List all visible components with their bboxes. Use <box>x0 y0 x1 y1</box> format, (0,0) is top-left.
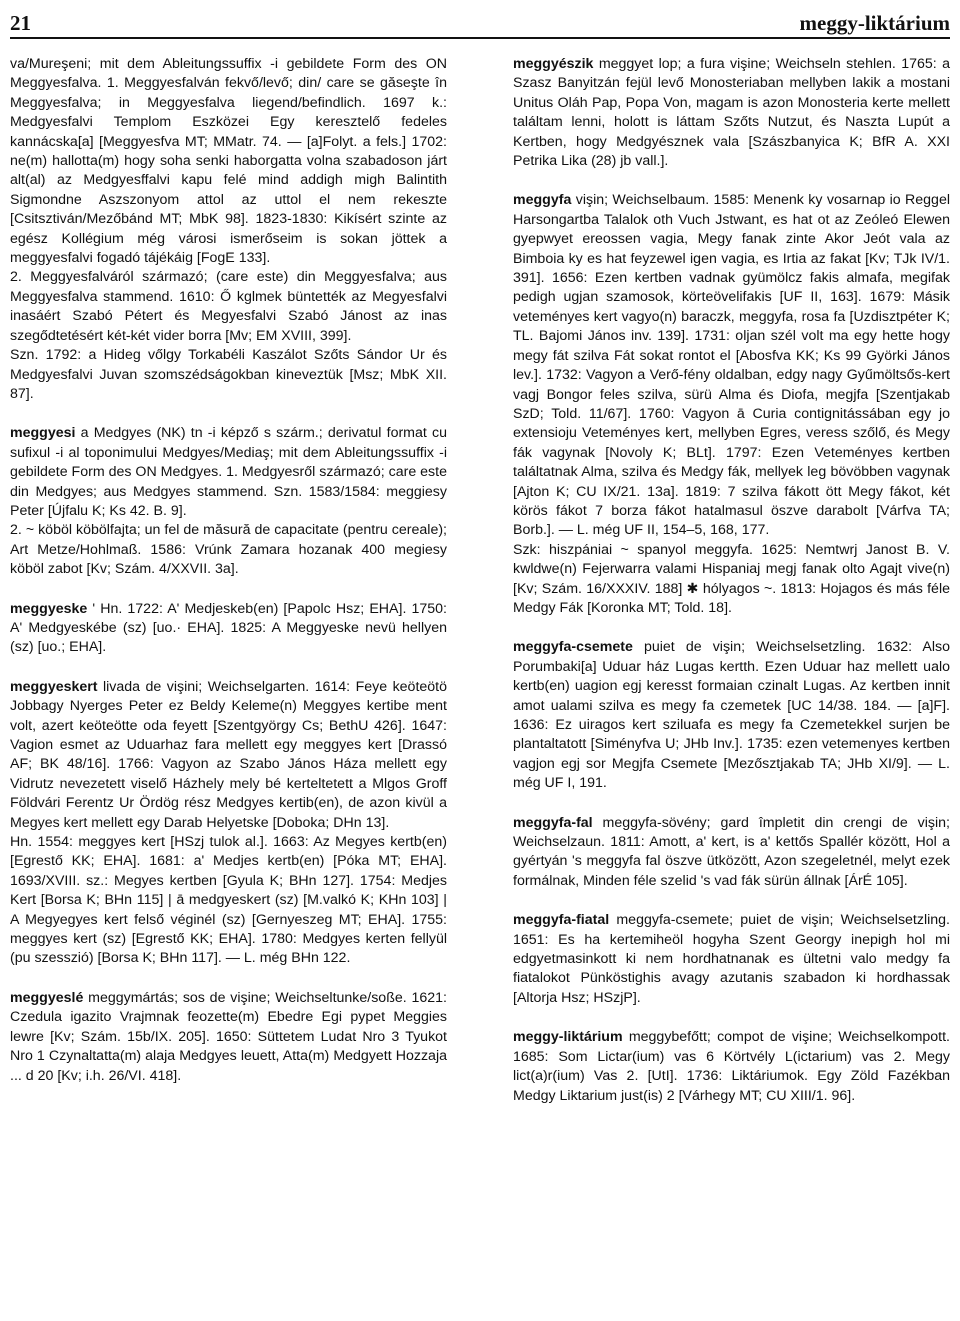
left-column <box>10 55 447 1311</box>
entry-text: 2. Meggyesfalváról származó; (care este) din Meggyesfalva; aus Meggyesfalva stammend. 1610: Ő kglmek büntették az Megyesfalvi inasáért Szabó Pétert és Megyesfalvi Szabó Jánost az inas szegődtetésért két-két vider borra [Mv; EM XVIII, 399]. <box>10 269 447 344</box>
dictionary-paragraph <box>10 424 447 521</box>
entry-text: meggyfa-sövény; gard împletit din crengi de vişin; Weichselzaun. 1811: Amott, a' kert, is a' kettős Spallér között, Hol a gyértyán 's meggyfa fal öszve ütközött, Azon szegeletnél, melyt ezek formálnak, Minden féle szelid 's vad fák sürün állnak [ÁrÉ 105]. <box>513 814 950 889</box>
entry-text: vişin; Weichselbaum. 1585: Menenk ky vosarnap io Reggel Harsongartba Talalok oth Vuch Jstwant, es hat ot az Zeóleó Elewen gyepwyet ereossen vagia, Megy fanak zinte Akor Jeót vala az Bimboia ky es hat feyzewel igen vagia, es Irtia az fakat [Kv; TJk IV/1. 391]. 1656: Ezen kertben vadnak gyümölcz fakis almafa, megifak pedigh ugjan szamosok, körteövelifakis [UF II, 163]. 1679: Másik veteményes kert vagyo(n) baraczk, meggyfa, rosa fa [Uzdisztpéter K; TL. Bajomi János inv. 139]. 1731: oljan szél volt ma egy hette hogy megy fát szilva Fát sokat rontot el [Abosfva KK; Ks 99 Györki János lev.]. 1732: Vagyon a Verő-fény oldalban, edgy nagy Gyűmöltsős-kert vagj Bongor feles szilva, sürü Alma és Diofa, megjfa [Szentjakab SzD; Told. 11/67]. 1760: Vagyon ā Curia contignitássában egy jo extensioju Veteményes kert, mellyben Egres, veress szőlő, és Megy fák vagynak [Novoly K; BLt]. 1797: Ezen Veteményes kertben találtatnak Alma, szilva és Medgy fák, mellyek leg bövöbben vagynak [Ajton K; CU IX/21. 13a]. 1819: 7 szilva fákott ött Megy fákot, két körös fákot 7 borza fákot hatalmasul öszve darabolt [Várfva TA; Borb.]. — L. még UF II, 154–5, 168, 177. <box>513 192 950 539</box>
dictionary-paragraph <box>10 600 447 658</box>
dictionary-paragraph <box>10 268 447 346</box>
entry-text: meggyet lop; a fura vişine; Weichseln stehlen. 1765: a Szasz Banyitzán fejül levő Monosteriaban mellyben lakik a mostani Unitus Oláh Pap, Popa Von, magam is azon Monosteria kerte mellett találtam lenni, holott is láttam Szőts Nutzut, és Naszta Lupút a Kertben, hogy Medgyésznek vala [Szászbanyica K; BfR A. XXI Petrika Lika (28) jb vall.]. <box>513 56 950 170</box>
headword: meggyeslé <box>10 989 84 1006</box>
dictionary-paragraph <box>10 833 447 969</box>
dictionary-paragraph <box>10 55 447 268</box>
dictionary-paragraph <box>10 989 447 1086</box>
entry-text: ' Hn. 1722: A' Medjeskeb(en) [Papolc Hsz; EHA]. 1750: A' Medgyeskébe (sz) [uo.· EHA]. 1825: A Meggyeske nevü hellyen (sz) [uo.; EHA]. <box>10 600 447 656</box>
dictionary-paragraph <box>10 346 447 404</box>
headword: meggyészik <box>513 56 594 72</box>
dictionary-paragraph <box>513 814 950 892</box>
page-number: 21 <box>10 11 31 35</box>
entry-text: livada de vişini; Weichselgarten. 1614: Feye keöteötö Jobbagy Nyerges Peter ez Beldy Keleme(n) Meggyes kertibe ment volt, azert keöteötte oda feyett [Szentgyörgy Cs; BethU 426]. 1647: Vagion esmet az Uduarhaz fara mellett egy meggyes kert [Drassó AF; BK 48/16]. 1766: Vagyon az Szabo János Háza mellett egy Vidrutz nevezetett viselő Házhely mely bé kerteltetett a Mlgos Groff Földvári Ferentz Ur Ördög rész Medgyes kertib(en), de azon kivül a Megyes kert mellett egy Darab Helyetske [Doboka; DHn 13]. <box>10 678 447 831</box>
entry-text: va/Mureşeni; mit dem Ableitungssuffix -i gebildete Form des ON Meggyesfalva. 1. Meggyesfalván fekvő/levő; din/ care se găseşte în Meggyesfalva; in Meggyesfalva liegend/befindlich. 1697 k.: Medgyesfalvi Templom Eszközei Egy keresztelő fedeles kannácska[a] [Meggyesfva MT; MMatr. 74. — [a]Folyt. a fels.] 1702: ne(m) hallotta(m) hogy soha senki haborgatta volna szabadoson járt alt(al) az Medgyesffalvi kapu felé mind addigh migh Balintith Sigmondne Aszszonyom attol az uttol el nem rekeszte [Csitsztiván/Mezőbánd MT; MbK 98]. 1823-1830: Kikísért szinte az egész Kollégium még városi ismerőseim is sokan jöttek a meggyesfalvi fogadó tájékáig [FogE 133]. <box>10 56 447 267</box>
entry-text: a Medgyes (NK) tn -i képző s szárm.; derivatul format cu sufixul -i al toponimului Medgyes/Mediaş; mit dem Ableitungssuffix -i gebildete Form des ON Medgyes. 1. Medgyesről származó; care este din Medgyes; aus Medgyes stammend. Szn. 1583/1584: meggiesy Peter [Újfalu K; Ks 42. B. 9]. <box>10 425 447 519</box>
entry-text: Szn. 1792: a Hideg vőlgy Torkabéli Kaszálot Szőts Sándor Ur és Medgyesfalvi Juvan szomszédságokban kineveztük [Msz; MbK XII. 87]. <box>10 347 447 402</box>
dictionary-paragraph <box>513 541 950 619</box>
dictionary-paragraph <box>10 521 447 579</box>
dictionary-paragraph <box>513 1028 950 1106</box>
dictionary-paragraph <box>10 678 447 833</box>
headword: meggyeske <box>10 600 88 617</box>
entry-text: 2. ~ köböl köbölfajta; un fel de măsură de capacitate (pentru cereale); Art Metze/Hohlmaß. 1586: Vrúnk Zamara hozanak 400 megiesy köböl zabot [Kv; Szám. 4/XXVII. 3a]. <box>10 522 447 578</box>
headword: meggyeskert <box>10 678 98 695</box>
dictionary-paragraph <box>513 638 950 793</box>
running-head: meggy-liktárium <box>799 11 950 35</box>
page-header <box>10 0 950 39</box>
dictionary-paragraph <box>513 55 950 171</box>
entry-text: meggyfa-csemete; puiet de vişin; Weichselsetzling. 1651: Es ha kertemiheöl hogyha Szent Georgy inepigh hol mi edgyetmasinkott ki nem hordhatnanak es ültetni valo medgy fa fiatalokot Pünköstighis avagy azutanis szabadon ki hordhassak [Altorja Hsz; HSzjP]. <box>513 912 950 1006</box>
headword: meggyfa-fiatal <box>513 912 610 929</box>
headword: meggyesi <box>10 425 76 442</box>
right-column <box>513 55 950 1311</box>
headword: meggy-liktárium <box>513 1029 623 1046</box>
dictionary-paragraph <box>513 911 950 1008</box>
headword: meggyfa-fal <box>513 814 593 831</box>
headword: meggyfa <box>513 192 572 209</box>
entry-text: Szk: hiszpániai ~ spanyol meggyfa. 1625: Nemtwrj Janost B. V. kwldwe(n) Fejerwarra valami Hispaniaj megj fanak olto Agajt vive(n) [Kv; Szám. 16/XXXIV. 188] ✱ hólyagos ~. 1813: Hojagos és más féle Medgy Fák [Koronka MT; Told. 18]. <box>513 541 950 616</box>
entry-text: puiet de vişin; Weichselsetzling. 1632: Also Porumbaki[a] Uduar ház Lugas kertth. Ezen Uduar haz mellett ualo kertb(en) uagion egj keresst formaian czinalt Lugas. Az kertben innit amot ualami szilva es megy fa czemetek [UC 14/38. 184. — [a]F]. 1636: Ez uiragos kert sziluafa es megy fa Czemetekkel surjen be plantaltatott [Siményfva U; JHb Inv.]. 1735: ezen vetemenyes kertben vagjon egj sor Megjfa Csemete [Mezősztjakab TA; JHb XI/9]. — L. még UF I, 191. <box>513 639 950 792</box>
dictionary-columns <box>10 55 950 1311</box>
dictionary-paragraph <box>513 191 950 540</box>
headword: meggyfa-csemete <box>513 639 633 656</box>
entry-text: Hn. 1554: meggyes kert [HSzj tulok al.]. 1663: Az Megyes kertb(en) [Egrestő KK; EHA]. 1681: a' Medjes kertb(en) [Póka MT; EHA]. 1693/XVIII. sz.: Megyes kertben [Gyula K; BHn 127]. 1754: Medjes Kert [Borsa K; BHn 115] | ā medgyeskert (sz) [M.valkó K; KHn 103] | A Megyegyes kert felső véginél (sz) [Gernyeszeg MT; EHA]. 1755: meggyes kert (sz) [Egrestő KK; EHA]. 1780: Medgyes kerten fellyül (pu szesszió) [Borsa K; BHn 117]. — L. még BHn 122. <box>10 834 447 967</box>
entry-text: meggybefőtt; compot de vişine; Weichselkompott. 1685: Som Lictar(ium) vas 6 Körtvély L(ictarium) vas 2. Megy lict(a)r(ium) Vas 2. [UtI]. 1736: Liktáriumok. Egy Zöld Fazékban Medgy Liktarium just(is) 2 [Várhegy MT; CU XIII/1. 96]. <box>513 1029 950 1104</box>
entry-text: meggymártás; sos de vişine; Weichseltunke/soße. 1621: Czedula igazito Vrajmnak feozette(m) Ebedre Egi pypet Meggies lewre [Kv; Szám. 15b/IX. 205]. 1650: Süttetem Ludat Nro 3 Tyukot Nro 1 Czynaltatta(m) alaja Medgyes leuett, Atta(m) Medgyett Hozzaja ... d 20 [Kv; i.h. 26/VI. 418]. <box>10 989 447 1084</box>
